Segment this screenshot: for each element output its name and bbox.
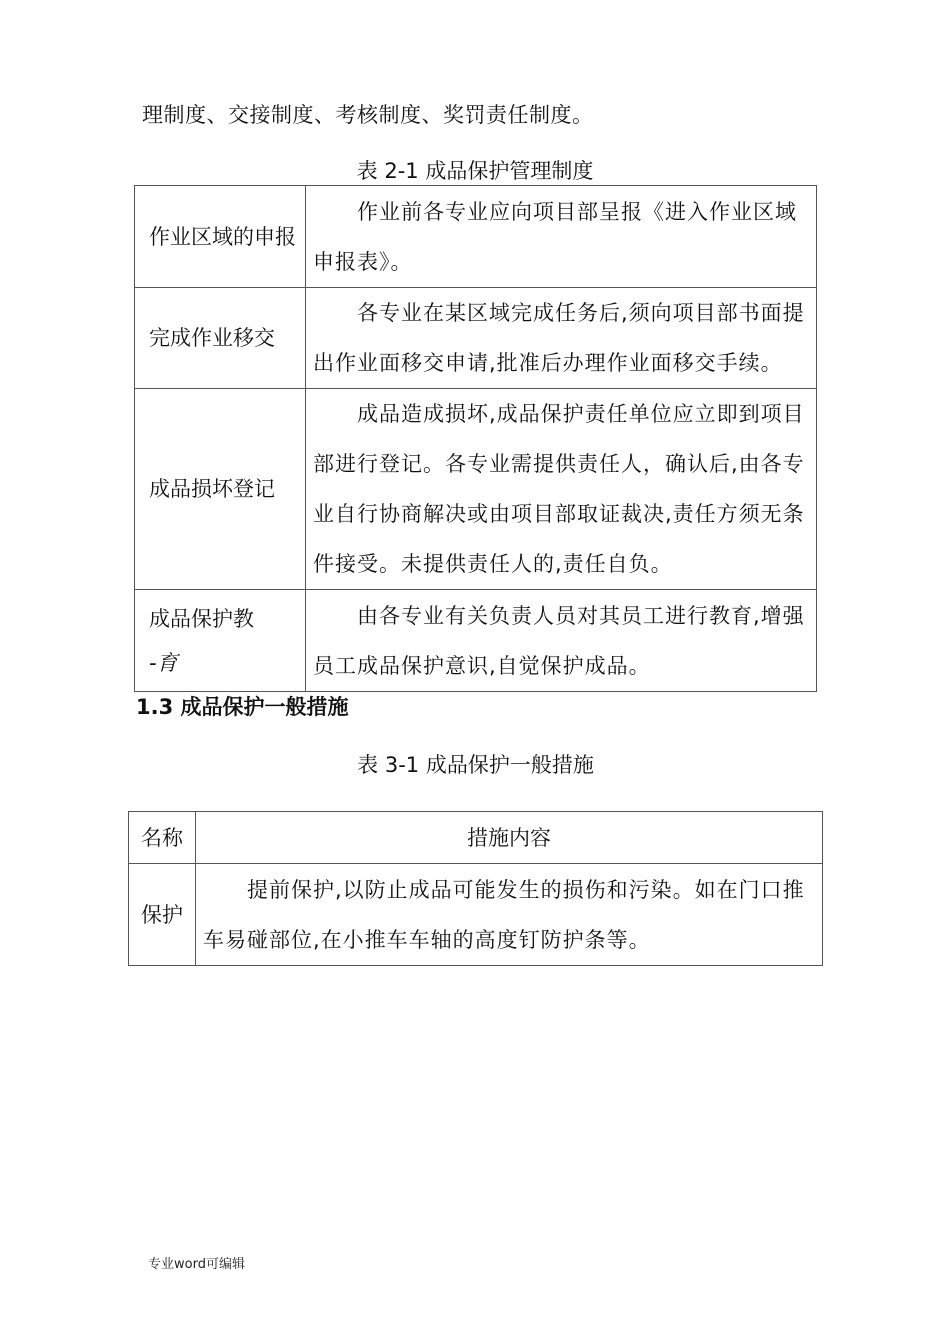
table-row (135, 186, 817, 288)
row-value: 成品造成损坏,成品保护责任单位应立即到项目部进行登记。各专业需提供责任人，确认后,由各专业自行协商解决或由项目部取证裁决,责任方须无条件接受。未提供责任人的,责任自负。 (306, 389, 817, 590)
row-key: 作业区域的申报 (135, 186, 306, 288)
general-measures-table (128, 811, 823, 966)
row-key: 完成作业移交 (135, 288, 306, 389)
footer-note: 专业word可编辑 (148, 1257, 245, 1272)
intro-paragraph: 理制度、交接制度、考核制度、奖罚责任制度。 (142, 103, 594, 127)
row-key (135, 590, 306, 692)
section-heading: 1.3 成品保护一般措施 (136, 695, 349, 719)
management-system-table (134, 185, 817, 692)
row-key: 成品损坏登记 (135, 389, 306, 590)
row-key-line2: -育 (149, 650, 178, 675)
table-row (129, 864, 823, 966)
table-header-row (129, 812, 823, 864)
row-key-line1: 成品保护教 (149, 606, 254, 631)
row-name: 保护 (129, 864, 196, 966)
row-value: 各专业在某区域完成任务后,须向项目部书面提出作业面移交申请,批准后办理作业面移交手续。 (306, 288, 817, 389)
table2-caption: 表 3-1 成品保护一般措施 (357, 753, 594, 777)
table-row (135, 389, 817, 590)
table-row (135, 288, 817, 389)
table-row (135, 590, 817, 692)
row-content: 提前保护,以防止成品可能发生的损伤和污染。如在门口推车易碰部位,在小推车车轴的高度钉防护条等。 (196, 864, 823, 966)
header-name: 名称 (129, 812, 196, 864)
header-content: 措施内容 (196, 812, 823, 864)
row-value: 作业前各专业应向项目部呈报《进入作业区域申报表》。 (306, 186, 817, 288)
row-value: 由各专业有关负责人员对其员工进行教育,增强员工成品保护意识,自觉保护成品。 (306, 590, 817, 692)
table1-caption: 表 2-1 成品保护管理制度 (356, 159, 594, 183)
